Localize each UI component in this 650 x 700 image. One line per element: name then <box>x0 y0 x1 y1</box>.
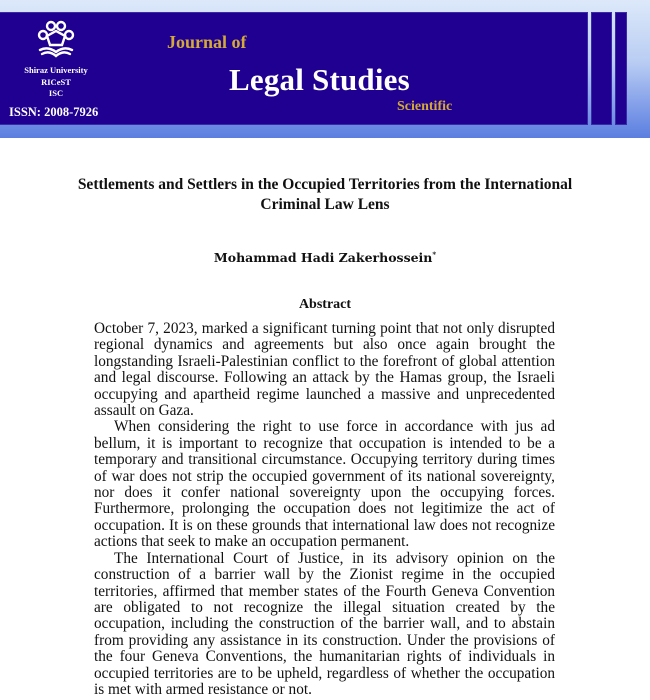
journal-of-label: Journal of <box>167 32 247 52</box>
shiraz-university-emblem-icon <box>34 20 78 58</box>
header-decorative-bar <box>592 13 611 124</box>
institution-line: RICeST <box>41 76 71 87</box>
journal-name: Legal Studies <box>229 62 410 97</box>
article-author <box>60 250 590 265</box>
abstract-paragraph: The International Court of Justice, in its advisory opinion on the construction of a barrier wall by the Zionist regime in the occupied territories, affirmed that member states of the Fourth Geneva Convention are obligated to not recognize the illegal situation created by the occupation, including the construction of the barrier wall, and to abstain from providing any assistance in its construction. Under the provisions of the four Geneva Conventions, the humanitarian rights of individuals in occupied territories are to be upheld, regardless of whether the occupation is met with armed resistance or not. <box>94 549 555 698</box>
issn-label: ISSN: 2008-7926 <box>9 105 99 119</box>
article-title: Settlements and Settlers in the Occupied Territories from the International Criminal Law Lens <box>77 176 573 213</box>
institution-block <box>0 65 112 100</box>
journal-subtitle: Scientific <box>397 99 453 114</box>
abstract-paragraph: When considering the right to use force in accordance with jus ad bellum, it is important to recognize that occupation is intended to be a temporary and transitional circumstance. Occupying territory during times of war does not strip the occupied government of its national sovereignty, nor does it confer national sovereignty upon the occupying forces. Furthermore, prolonging the occupation does not legitimize the act of occupation. It is on these grounds that international law does not recognize actions that seek to make an occupation permanent. <box>94 418 555 551</box>
abstract-heading: Abstract <box>298 297 352 312</box>
author-footnote-mark: * <box>432 250 437 259</box>
abstract-paragraph: October 7, 2023, marked a significant turning point that not only disrupted regional dynamics and agreements but also once again brought the longstanding Israeli-Palestinian conflict to the forefront of global attention and legal discourse. Following an attack by the Hamas group, the Israeli occupying and apartheid regime launched a massive and unprecedented assault on Gaza. <box>94 320 555 420</box>
institution-line: Shiraz University <box>24 65 88 75</box>
institution-line: ISC <box>48 88 64 98</box>
abstract-body <box>94 321 555 698</box>
header-decorative-bar-thin <box>616 13 626 124</box>
author-name: Mohammad Hadi Zakerhossein <box>213 250 433 266</box>
